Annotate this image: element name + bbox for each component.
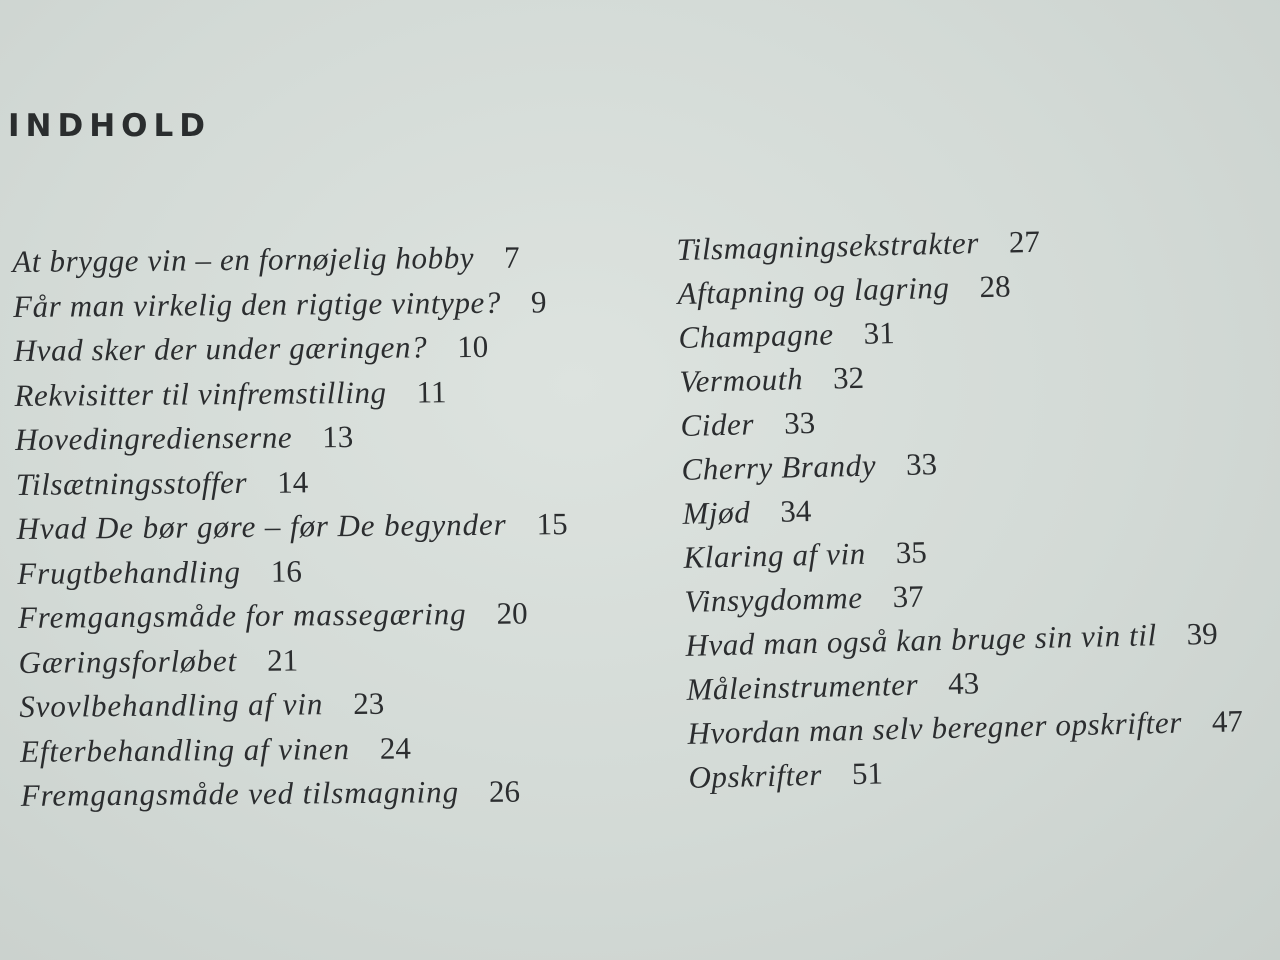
toc-entry-page: 11: [416, 373, 447, 409]
toc-entry-page: 51: [851, 755, 884, 792]
toc-entry-title: Måleinstrumenter: [686, 666, 919, 707]
toc-entry-title: Vinsygdomme: [684, 579, 864, 619]
toc-entry-page: 28: [979, 268, 1011, 305]
toc-entry-page: 37: [892, 578, 925, 615]
toc-entry-page: 43: [947, 665, 980, 701]
toc-entry-page: 15: [536, 506, 568, 542]
toc-entry-title: Tilsætningsstoffer: [15, 464, 248, 502]
toc-entry-title: Får man virkelig den rigtige vintype?: [12, 284, 502, 324]
toc-entry: [18, 636, 570, 685]
toc-right-column: [676, 215, 1244, 799]
toc-entry-page: 9: [530, 283, 547, 319]
toc-entry-page: 7: [503, 239, 520, 275]
toc-entry-title: Efterbehandling af vinen: [19, 730, 351, 769]
toc-entry-page: 14: [276, 463, 309, 500]
toc-entry-title: Fremgangsmåde ved tilsmagning: [20, 774, 460, 813]
page-heading: INDHOLD: [8, 108, 211, 144]
toc-left-column: [12, 235, 572, 818]
toc-entry-title: Champagne: [678, 316, 835, 355]
toc-entry-page: 47: [1211, 703, 1244, 739]
toc-entry-page: 21: [266, 642, 299, 678]
toc-entry-page: 10: [456, 328, 489, 365]
toc-entry-title: Aftapning og lagring: [677, 269, 950, 311]
toc-entry-title: Mjød: [682, 494, 751, 531]
toc-entry: [12, 235, 564, 284]
toc-entry-title: Fremgangsmåde for massegæring: [17, 596, 467, 635]
toc-entry: [18, 591, 570, 640]
toc-entry-page: 24: [379, 730, 412, 766]
toc-entry: [13, 324, 565, 373]
toc-entry-page: 13: [321, 419, 354, 455]
toc-entry-page: 27: [1008, 223, 1041, 260]
toc-entry-title: Rekvisitter til vinfremstilling: [14, 374, 387, 413]
toc-entry-title: Hvordan man selv beregner opskrifter: [687, 704, 1183, 751]
toc-entry-title: Hvad De bør gøre – før De begynder: [16, 506, 507, 546]
toc-entry-title: At brygge vin – en fornøjelig hobby: [12, 239, 475, 279]
toc-entry-page: 26: [488, 773, 521, 809]
toc-entry: [20, 725, 572, 774]
toc-entry-title: Cherry Brandy: [681, 447, 877, 487]
toc-entry-title: Opskrifter: [688, 756, 823, 795]
toc-entry-title: Svovlbehandling af vin: [19, 686, 324, 724]
toc-entry: [20, 769, 572, 818]
toc-entry-title: Frugtbehandling: [16, 553, 242, 591]
toc-entry-page: 20: [496, 595, 528, 631]
toc-entry-page: 32: [832, 359, 865, 396]
toc-entry: [15, 458, 567, 507]
toc-entry-page: 35: [895, 534, 928, 571]
toc-entry-title: Vermouth: [679, 361, 804, 399]
toc-entry-title: Hovedingredienserne: [14, 419, 293, 457]
toc-entry-title: Tilsmagningsekstrakter: [676, 225, 980, 267]
toc-entry: [13, 280, 565, 329]
toc-entry: [17, 547, 569, 596]
toc-entry-title: Hvad man også kan bruge sin vin til: [685, 617, 1158, 663]
toc-entry-page: 39: [1186, 615, 1219, 652]
toc-entry: [19, 680, 571, 729]
toc-entry: [14, 369, 566, 418]
toc-entry-page: 33: [905, 446, 938, 482]
toc-entry-title: Gæringsforløbet: [18, 642, 238, 680]
toc-entry: [15, 413, 567, 462]
toc-entry-title: Hvad sker der under gæringen?: [13, 329, 428, 368]
toc-entry-title: Klaring af vin: [683, 535, 867, 575]
toc-entry-page: 16: [270, 552, 303, 589]
toc-entry: [16, 502, 568, 551]
toc-entry-page: 33: [783, 404, 816, 441]
toc-entry-page: 23: [352, 685, 385, 722]
toc-entry-title: Cider: [680, 406, 755, 443]
toc-entry-page: 31: [863, 315, 896, 351]
toc-entry-page: 34: [779, 493, 812, 529]
